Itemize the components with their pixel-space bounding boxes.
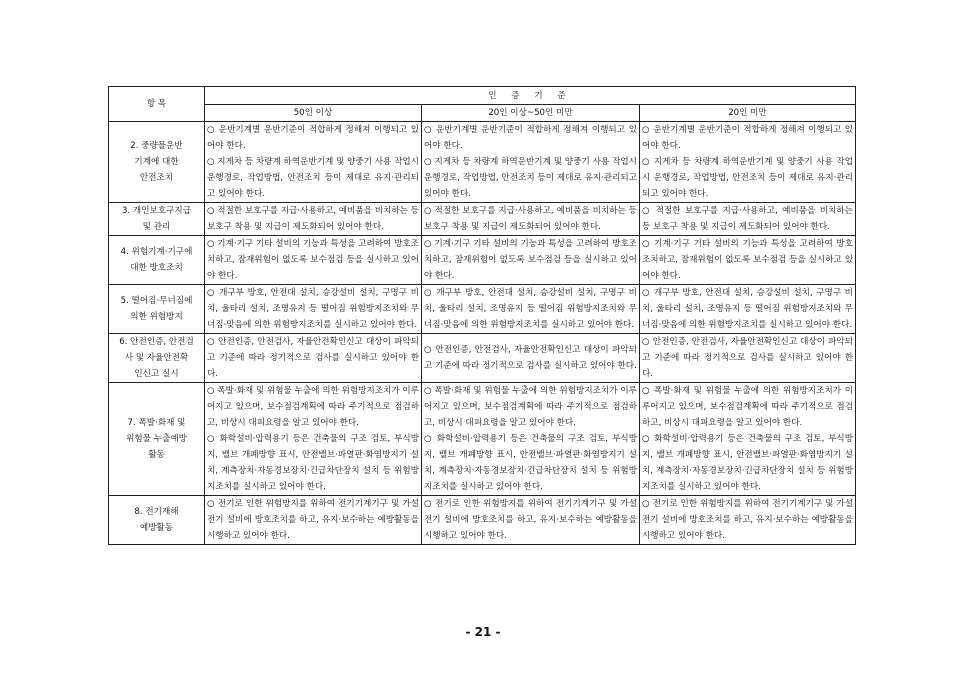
row-item-label-line: 위험물 누출예방 xyxy=(126,434,187,444)
table-row xyxy=(109,285,856,334)
table-row xyxy=(109,496,856,545)
row-item-label-line: 5. 떨어짐·무너짐에 xyxy=(120,296,193,306)
criteria-cell xyxy=(422,334,640,383)
criteria-paragraph: ○ 화학설비·압력용기 등은 건축물의 구조 검토, 부식방지, 밸브 개폐방향 표시, 안전밸브·파열판·화염방지기 설치, 계측장치·자동경보장치·긴급차단장치 설치 등 위험방지조치를 실시하고 있어야 한다. xyxy=(642,434,853,492)
criteria-paragraph: ○ 기계·기구 기타 설비의 기능과 특성을 고려하여 방호조치하고, 잠재위험이 없도록 보수점검 등을 실시하고 있어야 한다. xyxy=(642,239,853,281)
row-item-label xyxy=(109,122,205,203)
row-item-label-line: 활동 xyxy=(148,450,165,460)
header-item: 항 목 xyxy=(109,87,205,122)
row-item-label-line: 4. 위험기계·기구에 xyxy=(120,247,193,257)
criteria-cell xyxy=(422,285,640,334)
criteria-paragraph: ○ 개구부 방호, 안전대 설치, 승강설비 설치, 구명구 비치, 울타리 설치, 조명유지 등 떨어짐 위험방지조치와 무너짐·맞음에 의한 위험방지조치를 실시하고 있어야 한다. xyxy=(642,288,853,330)
table-row xyxy=(109,334,856,383)
row-item-label xyxy=(109,496,205,545)
certification-criteria-table xyxy=(108,86,856,545)
criteria-paragraph: ○ 안전인증, 안전검사, 자율안전확인신고 대상이 파악되고 기준에 따라 정기적으로 검사를 실시하고 있어야 한다. xyxy=(642,337,853,379)
criteria-cell xyxy=(640,496,856,545)
criteria-paragraph: ○ 지게차 등 차량계 하역운반기계 및 양중기 사용 작업시 운행경로, 작업방법, 안전조치 등이 제대로 유지·관리되고 있어야 한다. xyxy=(207,157,419,199)
criteria-paragraph: ○ 개구부 방호, 안전대 설치, 승강설비 설치, 구명구 비치, 울타리 설치, 조명유지 등 떨어짐 위험방지조치와 무너짐·맞음에 의한 위험방지조치를 실시하고 있어야 한다. xyxy=(424,288,637,330)
table-row xyxy=(109,383,856,496)
criteria-paragraph: ○ 운반기계별 운반기준이 적합하게 정해져 이행되고 있어야 한다. xyxy=(207,125,419,151)
header-col-20-to-50: 20인 이상~50인 미만 xyxy=(422,105,640,122)
criteria-paragraph: ○ 화학설비·압력용기 등은 건축물의 구조 검토, 부식방지, 밸브 개폐방향 표시, 안전밸브·파열판·화염방지기 설치, 계측장치·자동경보장치·긴급차단장치 설치 등 위험방지조치를 실시하고 있어야 한다. xyxy=(424,434,637,492)
criteria-cell xyxy=(205,285,422,334)
criteria-paragraph: ○ 적절한 보호구를 지급·사용하고, 예비품을 비치하는 등 보호구 착용 및 지급이 제도화되어 있어야 한다. xyxy=(642,206,853,232)
criteria-cell xyxy=(205,383,422,496)
criteria-paragraph: ○ 전기로 인한 위험방지를 위하여 전기기계기구 및 가설전기 설비에 방호조치를 하고, 유지·보수하는 예방활동을 시행하고 있어야 한다. xyxy=(424,499,637,541)
row-item-label-line: 인신고 실시 xyxy=(134,369,179,379)
criteria-paragraph: ○ 폭발·화재 및 위험물 누출에 의한 위험방지조치가 이루어지고 있으며, 보수점검계획에 따라 주기적으로 점검하고, 비상시 대피요령을 알고 있어야 한다. xyxy=(424,386,637,428)
table-body xyxy=(109,122,856,545)
page-number: - 21 - xyxy=(465,625,501,639)
criteria-paragraph: ○ 폭발·화재 및 위험물 누출에 의한 위험방지조치가 이루어지고 있으며, 보수점검계획에 따라 주기적으로 점검하고, 비상시 대피요령을 알고 있어야 한다. xyxy=(642,386,853,428)
criteria-cell xyxy=(205,334,422,383)
header-col-50-plus: 50인 이상 xyxy=(205,105,422,122)
row-item-label xyxy=(109,383,205,496)
criteria-paragraph: ○ 전기로 인한 위험방지를 위하여 전기기계기구 및 가설전기 설비에 방호조치를 하고, 유지·보수하는 예방활동을 시행하고 있어야 한다. xyxy=(642,499,853,541)
row-item-label-line: 의한 위험방지 xyxy=(130,312,183,322)
row-item-label-line: 및 관리 xyxy=(142,222,171,232)
criteria-paragraph: ○ 화학설비·압력용기 등은 건축물의 구조 검토, 부식방지, 밸브 개폐방향 표시, 안전밸브·파열판·화염방지기 설치, 계측장치·자동경보장치·긴급차단장치 설치 등 위험방지조치를 실시하고 있어야 한다. xyxy=(207,434,419,492)
criteria-cell xyxy=(640,383,856,496)
criteria-paragraph: ○ 운반기계별 운반기준이 적합하게 정해져 이행되고 있어야 한다. xyxy=(642,125,853,151)
row-item-label-line: 안전조치 xyxy=(139,173,174,183)
row-item-label-line: 7. 폭발·화재 및 xyxy=(127,418,186,428)
table-header xyxy=(109,87,856,122)
header-criteria: 인 증 기 준 xyxy=(205,87,856,105)
criteria-cell xyxy=(422,122,640,203)
criteria-cell xyxy=(422,236,640,285)
table-row xyxy=(109,236,856,285)
row-item-label-line: 기계에 대한 xyxy=(134,157,179,167)
row-item-label-line: 대한 방호조치 xyxy=(130,263,183,273)
table-row xyxy=(109,203,856,236)
criteria-paragraph: ○ 폭발·화재 및 위험물 누출에 의한 위험방지조치가 이루어지고 있으며, 보수점검계획에 따라 주기적으로 점검하고, 비상시 대피요령을 알고 있어야 한다. xyxy=(207,386,419,428)
row-item-label-line: 2. 중량물운반 xyxy=(130,141,183,151)
criteria-cell xyxy=(640,285,856,334)
criteria-cell xyxy=(205,236,422,285)
criteria-paragraph: ○ 안전인증, 안전검사, 자율안전확인신고 대상이 파악되고 기준에 따라 정기적으로 검사를 실시하고 있어야 한다. xyxy=(424,345,637,371)
criteria-paragraph: ○ 개구부 방호, 안전대 설치, 승강설비 설치, 구명구 비치, 울타리 설치, 조명유지 등 떨어짐 위험방지조치와 무너짐·맞음에 의한 위험방지조치를 실시하고 있어야 한다. xyxy=(207,288,419,330)
criteria-paragraph: ○ 지게차 등 차량계 하역운반기계 및 양중기 사용 작업시 운행경로, 작업방법, 안전조치 등이 제대로 유지·관리되고 있어야 한다. xyxy=(424,157,637,199)
row-item-label-line: 사 및 자율안전확 xyxy=(124,353,189,363)
criteria-cell xyxy=(422,203,640,236)
row-item-label-line: 예방활동 xyxy=(139,523,174,533)
row-item-label-line: 8. 전기재해 xyxy=(134,507,179,517)
criteria-cell xyxy=(640,334,856,383)
row-item-label xyxy=(109,334,205,383)
row-item-label-line: 3. 개인보호구지급 xyxy=(121,206,192,216)
criteria-paragraph: ○ 기계·기구 기타 설비의 기능과 특성을 고려하여 방호조치하고, 잠재위험이 없도록 보수점검 등을 실시하고 있어야 한다. xyxy=(207,239,419,281)
criteria-paragraph: ○ 적절한 보호구를 지급·사용하고, 예비품을 비치하는 등 보호구 착용 및 지급이 제도화되어 있어야 한다. xyxy=(424,206,637,232)
criteria-cell xyxy=(422,383,640,496)
criteria-cell xyxy=(205,122,422,203)
header-col-under-20: 20인 미만 xyxy=(640,105,856,122)
row-item-label xyxy=(109,285,205,334)
criteria-paragraph: ○ 전기로 인한 위험방지를 위하여 전기기계기구 및 가설전기 설비에 방호조치를 하고, 유지·보수하는 예방활동을 시행하고 있어야 한다. xyxy=(207,499,419,541)
criteria-cell xyxy=(640,236,856,285)
criteria-paragraph: ○ 지게차 등 차량계 하역운반기계 및 양중기 사용 작업시 운행경로, 작업방법, 안전조치 등이 제대로 유지·관리되고 있어야 한다. xyxy=(642,157,853,199)
row-item-label xyxy=(109,203,205,236)
criteria-paragraph: ○ 적절한 보호구를 지급·사용하고, 예비품을 비치하는 등 보호구 착용 및 지급이 제도화되어 있어야 한다. xyxy=(207,206,419,232)
criteria-cell xyxy=(205,203,422,236)
table-row xyxy=(109,122,856,203)
criteria-cell xyxy=(640,122,856,203)
criteria-cell xyxy=(205,496,422,545)
criteria-cell xyxy=(640,203,856,236)
criteria-paragraph: ○ 기계·기구 기타 설비의 기능과 특성을 고려하여 방호조치하고, 잠재위험이 없도록 보수점검 등을 실시하고 있어야 한다. xyxy=(424,239,637,281)
criteria-paragraph: ○ 운반기계별 운반기준이 적합하게 정해져 이행되고 있어야 한다. xyxy=(424,125,637,151)
row-item-label-line: 6. 안전인증, 안전검 xyxy=(119,337,194,347)
row-item-label xyxy=(109,236,205,285)
criteria-paragraph: ○ 안전인증, 안전검사, 자율안전확인신고 대상이 파악되고 기준에 따라 정기적으로 검사를 실시하고 있어야 한다. xyxy=(207,337,419,379)
criteria-cell xyxy=(422,496,640,545)
